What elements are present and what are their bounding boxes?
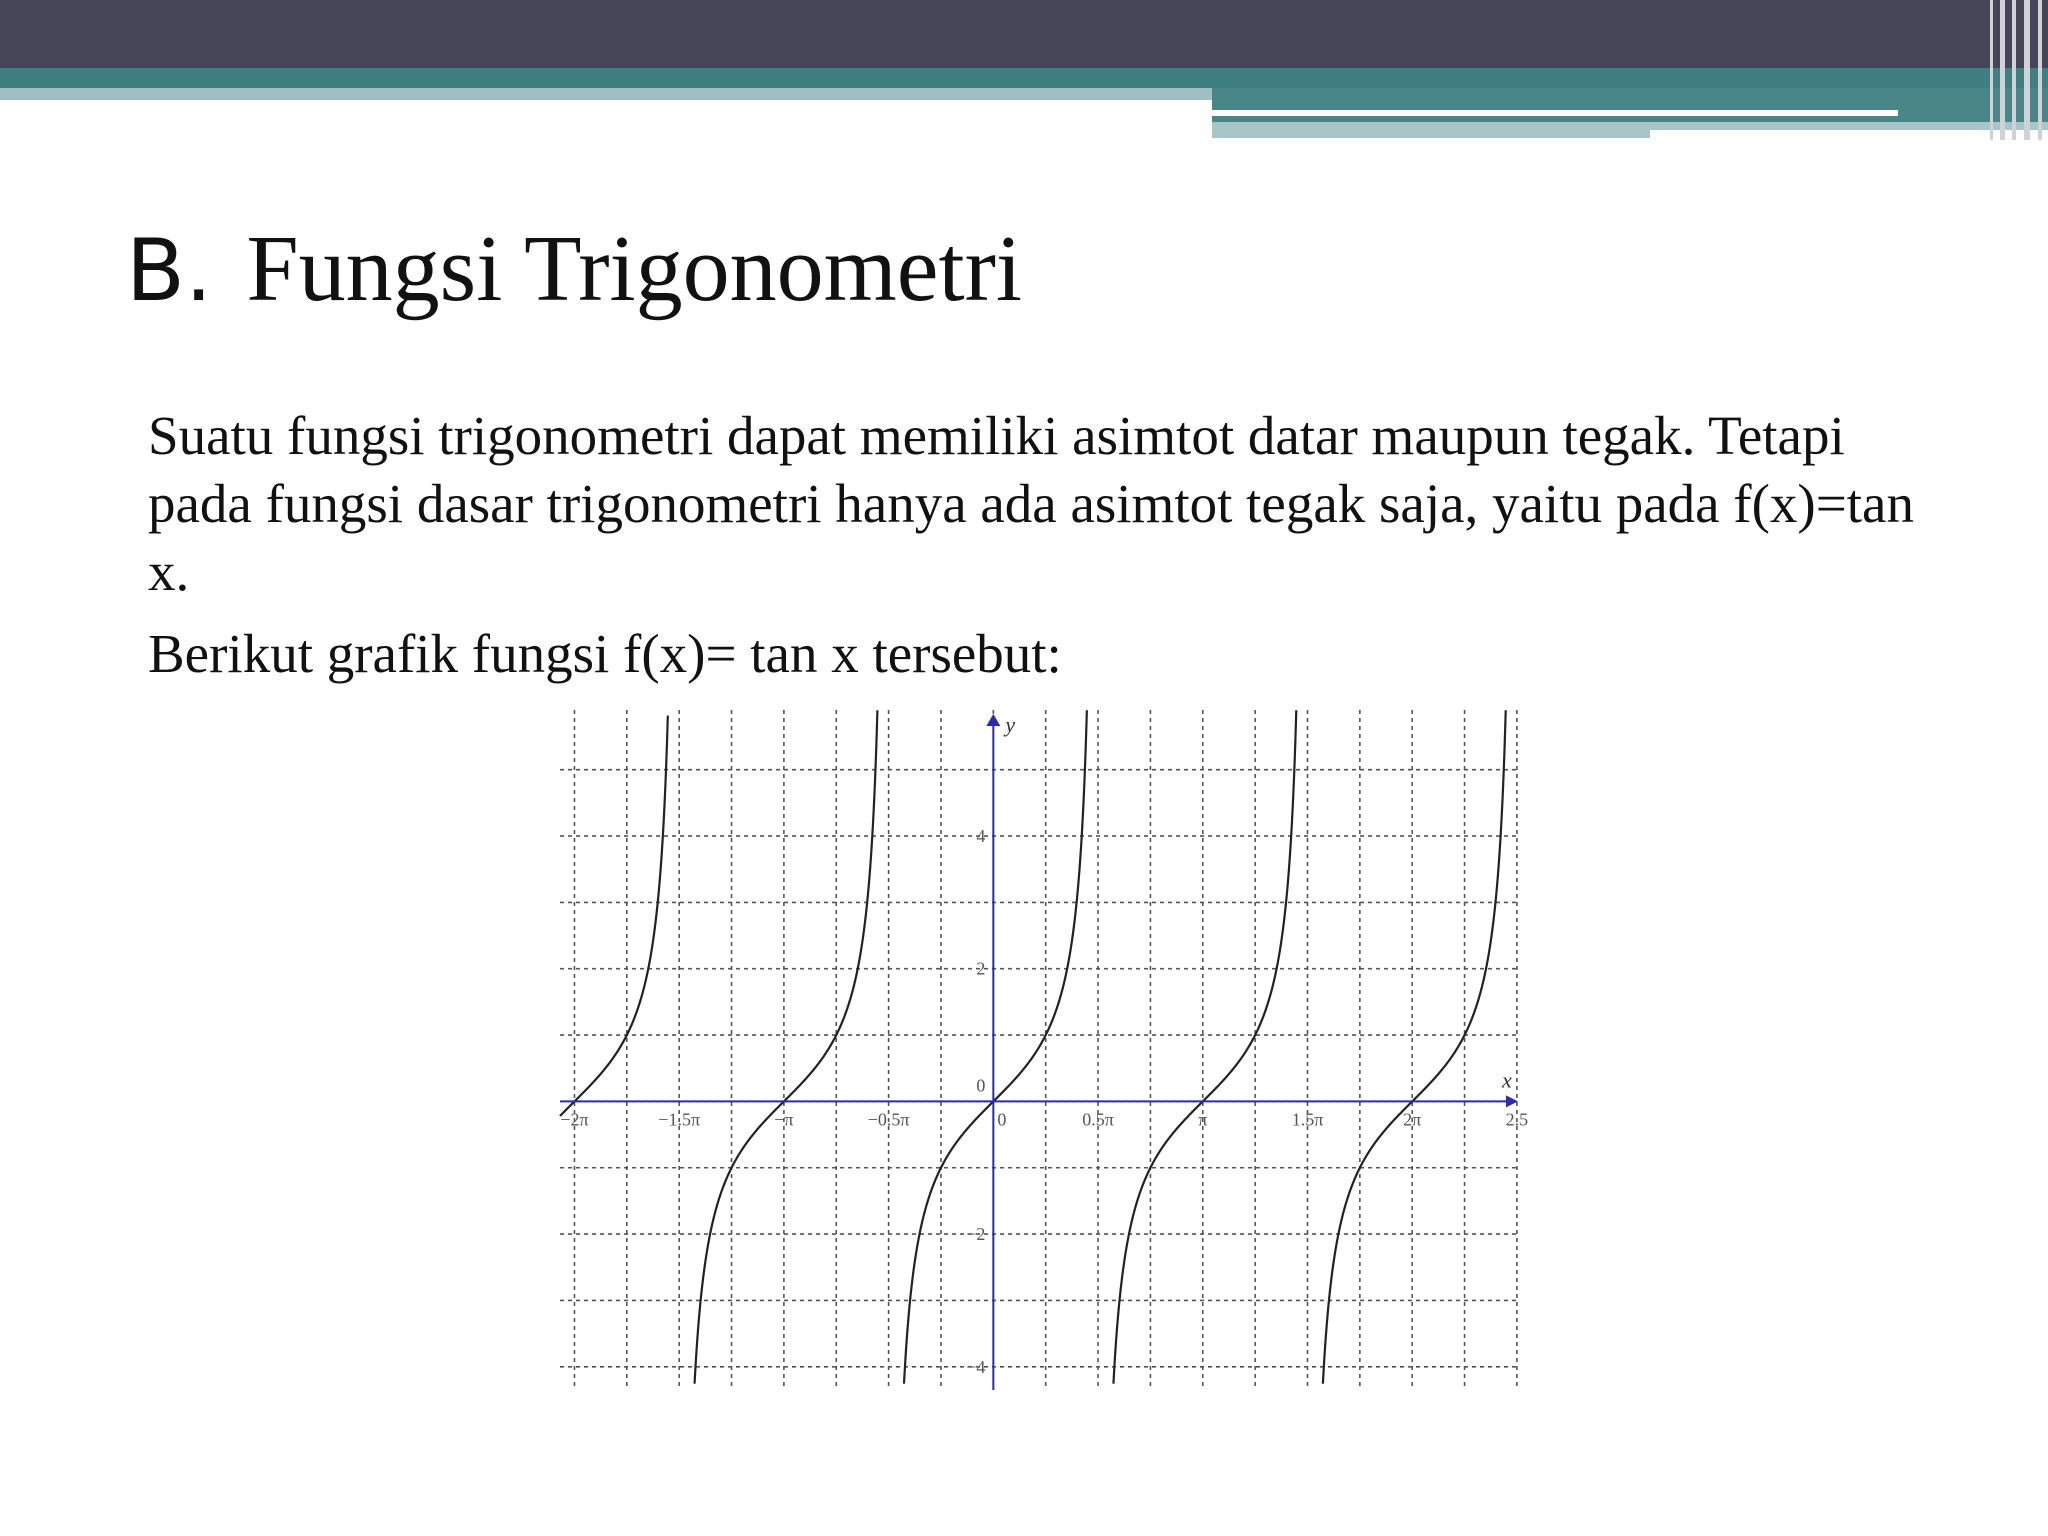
tan-curve-branch	[1113, 710, 1296, 1383]
edge-line	[2038, 0, 2042, 140]
y-tick-label: 2	[976, 958, 986, 979]
x-tick-label: −2π	[560, 1109, 589, 1130]
tan-curve-branch	[695, 710, 878, 1383]
x-tick-label: 2.5	[1505, 1109, 1529, 1130]
edge-line	[2024, 0, 2030, 140]
x-axis-label: x	[1502, 1067, 1512, 1093]
edge-accent-lines	[1986, 0, 2048, 140]
x-tick-label: π	[1198, 1109, 1208, 1130]
x-tick-label: 2π	[1403, 1109, 1422, 1130]
tan-curve-branch	[560, 716, 668, 1116]
light-teal-stripe	[0, 88, 1212, 100]
y-tick-label: 0	[976, 1075, 986, 1096]
y-tick-label: −4	[966, 1356, 986, 1377]
white-accent-line	[1212, 110, 1898, 116]
tan-curve-branch	[904, 710, 1087, 1383]
x-tick-label: −0.5π	[867, 1109, 910, 1130]
tan-graph	[560, 710, 1529, 1390]
title-text: Fungsi Trigonometri	[246, 217, 1023, 321]
x-tick-label: 0.5π	[1082, 1109, 1114, 1130]
y-tick-label: −2	[966, 1224, 986, 1245]
y-axis-label: y	[1005, 712, 1016, 737]
edge-line	[2012, 0, 2016, 140]
edge-line	[1990, 0, 1993, 140]
teal-stripe	[0, 68, 2048, 88]
tan-curve-branch	[1323, 710, 1506, 1383]
body-paragraph: Suatu fungsi trigonometri dapat memiliki asimtot datar maupun tegak. Tetapi pada fungsi dasar trigonometri hanya ada asimtot tegak saja, yaitu pada f(x)=tan x.	[148, 405, 1914, 602]
y-axis-arrow	[986, 714, 1000, 726]
x-tick-label: −1.5π	[658, 1109, 701, 1130]
x-tick-label: 1.5π	[1291, 1109, 1324, 1130]
top-bar	[0, 0, 2048, 68]
edge-line	[2000, 0, 2005, 140]
intro-line: Berikut grafik fungsi f(x)= tan x tersebut:	[148, 623, 1062, 684]
slide-title	[126, 217, 1023, 321]
teal-right-block	[1212, 88, 2048, 122]
x-tick-label: −π	[774, 1109, 794, 1130]
x-tick-label: 0	[997, 1109, 1007, 1130]
y-tick-label: 4	[976, 826, 986, 847]
title-letter: B.	[126, 221, 213, 321]
